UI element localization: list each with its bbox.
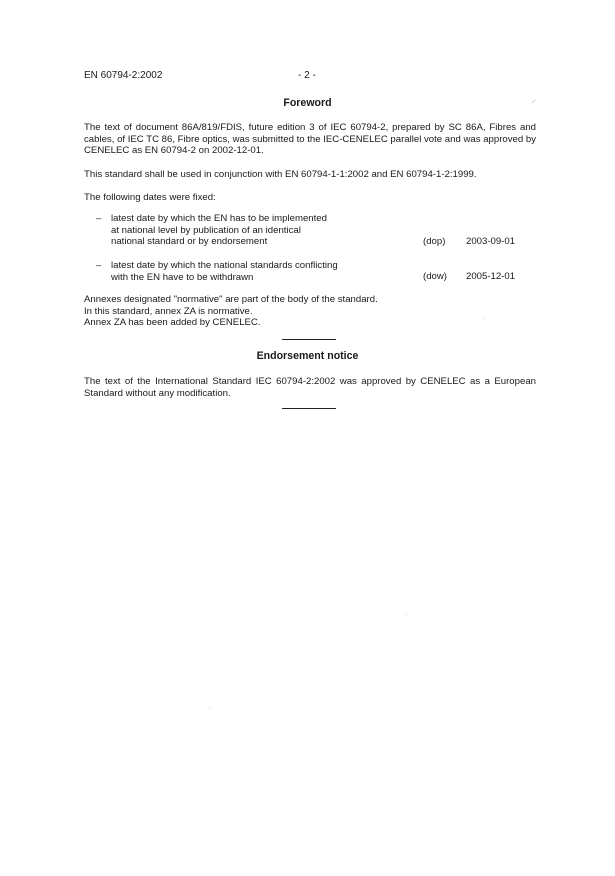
scan-speck: [406, 614, 407, 615]
document-identifier: EN 60794-2:2002: [84, 70, 163, 81]
annex-note: Annexes designated "normative" are part of the body of the standard. In this standard, annex ZA is normative. Annex ZA has been added by CENELEC.: [84, 294, 378, 328]
date-item-date: 2005-12-01: [466, 271, 516, 282]
date-item-code: (dop): [423, 236, 446, 247]
foreword-heading: Foreword: [283, 97, 332, 109]
endorsement-paragraph: The text of the International Standard IEC 60794-2:2002 was approved by CENELEC as a European Standard without any modification.: [84, 376, 536, 399]
foreword-paragraph-1: The text of document 86A/819/FDIS, future edition 3 of IEC 60794-2, prepared by SC 86A, Fibres and cables, of IEC TC 86, Fibre optics, was submitted to the IEC-CENELEC parallel vote and was approved by CENELEC as EN 60794-2 on 2002-12-01.: [84, 122, 537, 156]
date-item-code: (dow): [423, 271, 447, 282]
date-item-text: latest date by which the national standards conflicting with the EN have to be withdrawn: [111, 260, 338, 283]
section-divider: [282, 339, 336, 340]
foreword-paragraph-2: This standard shall be used in conjunction with EN 60794-1-1:2002 and EN 60794-1-2:1999.: [84, 169, 477, 180]
scan-speck: [484, 318, 485, 319]
list-dash: –: [96, 260, 102, 271]
date-item-date: 2003-09-01: [466, 236, 516, 247]
foreword-paragraph-3: The following dates were fixed:: [84, 192, 216, 203]
page-number: - 2 -: [298, 70, 316, 81]
list-dash: –: [96, 213, 102, 224]
scan-speck: [209, 708, 210, 709]
section-divider: [282, 408, 336, 409]
endorsement-heading: Endorsement notice: [256, 350, 359, 362]
date-item-text: latest date by which the EN has to be implemented at national level by publication of an identical national standard or by endorsement: [111, 213, 327, 247]
